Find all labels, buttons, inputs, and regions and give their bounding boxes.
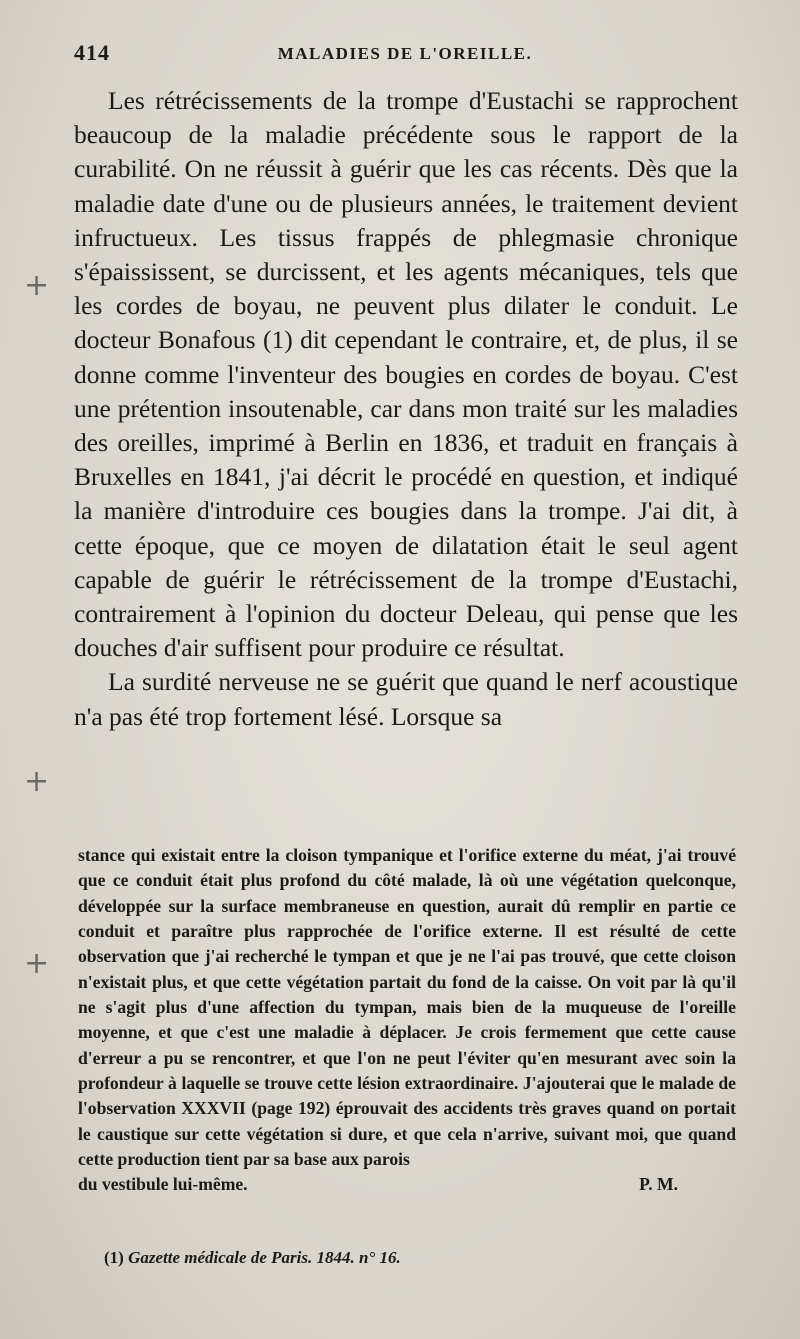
margin-mark: + (24, 946, 50, 981)
main-text (74, 84, 738, 734)
footnote (104, 1248, 401, 1268)
continued-note (78, 843, 736, 1198)
margin-mark: + (24, 764, 50, 799)
footnote-text: Gazette médicale de Paris. 1844. n° 16. (128, 1248, 401, 1267)
note-last-line: du vestibule lui-même. (78, 1174, 248, 1195)
page-header (74, 40, 736, 74)
footnote-number: (1) (104, 1248, 124, 1267)
note-signature: P. M. (639, 1174, 678, 1195)
paragraph-nervous-deafness: La surdité nerveuse ne se guérit que quand le nerf acoustique n'a pas été trop fortement lésé. Lorsque sa (74, 667, 738, 731)
margin-mark: + (24, 268, 50, 303)
note-text: stance qui existait entre la cloison tympanique et l'orifice externe du méat, j'ai trouvé que ce conduit était plus profond du côté malade, là où une végétation quelconque, développée sur la surface membraneuse en question, aurait dû remplir en partie ce conduit et paraître plus rapprochée de l'orifice externe. Il est résulté de cette observation que j'ai recherché le tympan et que je ne l'ai pas trouvé, que cette cloison n'existait plus, et que cette végétation partait du fond de la caisse. On voit par là qu'il ne s'agit plus d'une affection du tympan, mais bien de la muqueuse de l'oreille moyenne, et que c'est une maladie à déplacer. Je crois fermement que cette cause d'erreur a pu se rencontrer, et que l'on ne peut l'éviter qu'en mesurant avec soin la profondeur à laquelle se trouve cette lésion extraordinaire. J'ajouterai que le malade de l'observation XXXVII (page 192) éprouvait des accidents très graves quand on portait le caustique sur cette végétation si dure, et que cela n'arrive, suivant moi, que quand cette production tient par sa base aux parois (78, 845, 736, 1170)
page-number: 414 (74, 40, 110, 65)
paragraph-stenosis: Les rétrécissements de la trompe d'Eustachi se rapprochent beaucoup de la maladie précédente sous le rapport de la curabilité. On ne réussit à guérir que les cas récents. Dès que la maladie date d'une ou de plusieurs années, le traitement devient infructueux. Les tissus frappés de phlegmasie chronique s'épaississent, se durcissent, et les agents mécaniques, tels que les cordes de boyau, ne peuvent plus dilater le conduit. Le docteur Bonafous (1) dit cependant le contraire, et, de plus, il se donne comme l'inventeur des bougies en cordes de boyau. C'est une prétention insoutenable, car dans mon traité sur les maladies des oreilles, imprimé à Berlin en 1836, et traduit en français à Bruxelles en 1841, j'ai décrit le procédé en question, et indiqué la manière d'introduire ces bougies dans la trompe. J'ai dit, à cette époque, que ce moyen de dilatation était le seul agent capable de guérir le rétrécissement de la trompe d'Eustachi, contrairement à l'opinion du docteur Deleau, qui pense que les douches d'air suffisent pour produire ce résultat. (74, 86, 738, 663)
note-closing (78, 1172, 736, 1197)
running-title: MALADIES DE L'OREILLE. (277, 44, 533, 63)
